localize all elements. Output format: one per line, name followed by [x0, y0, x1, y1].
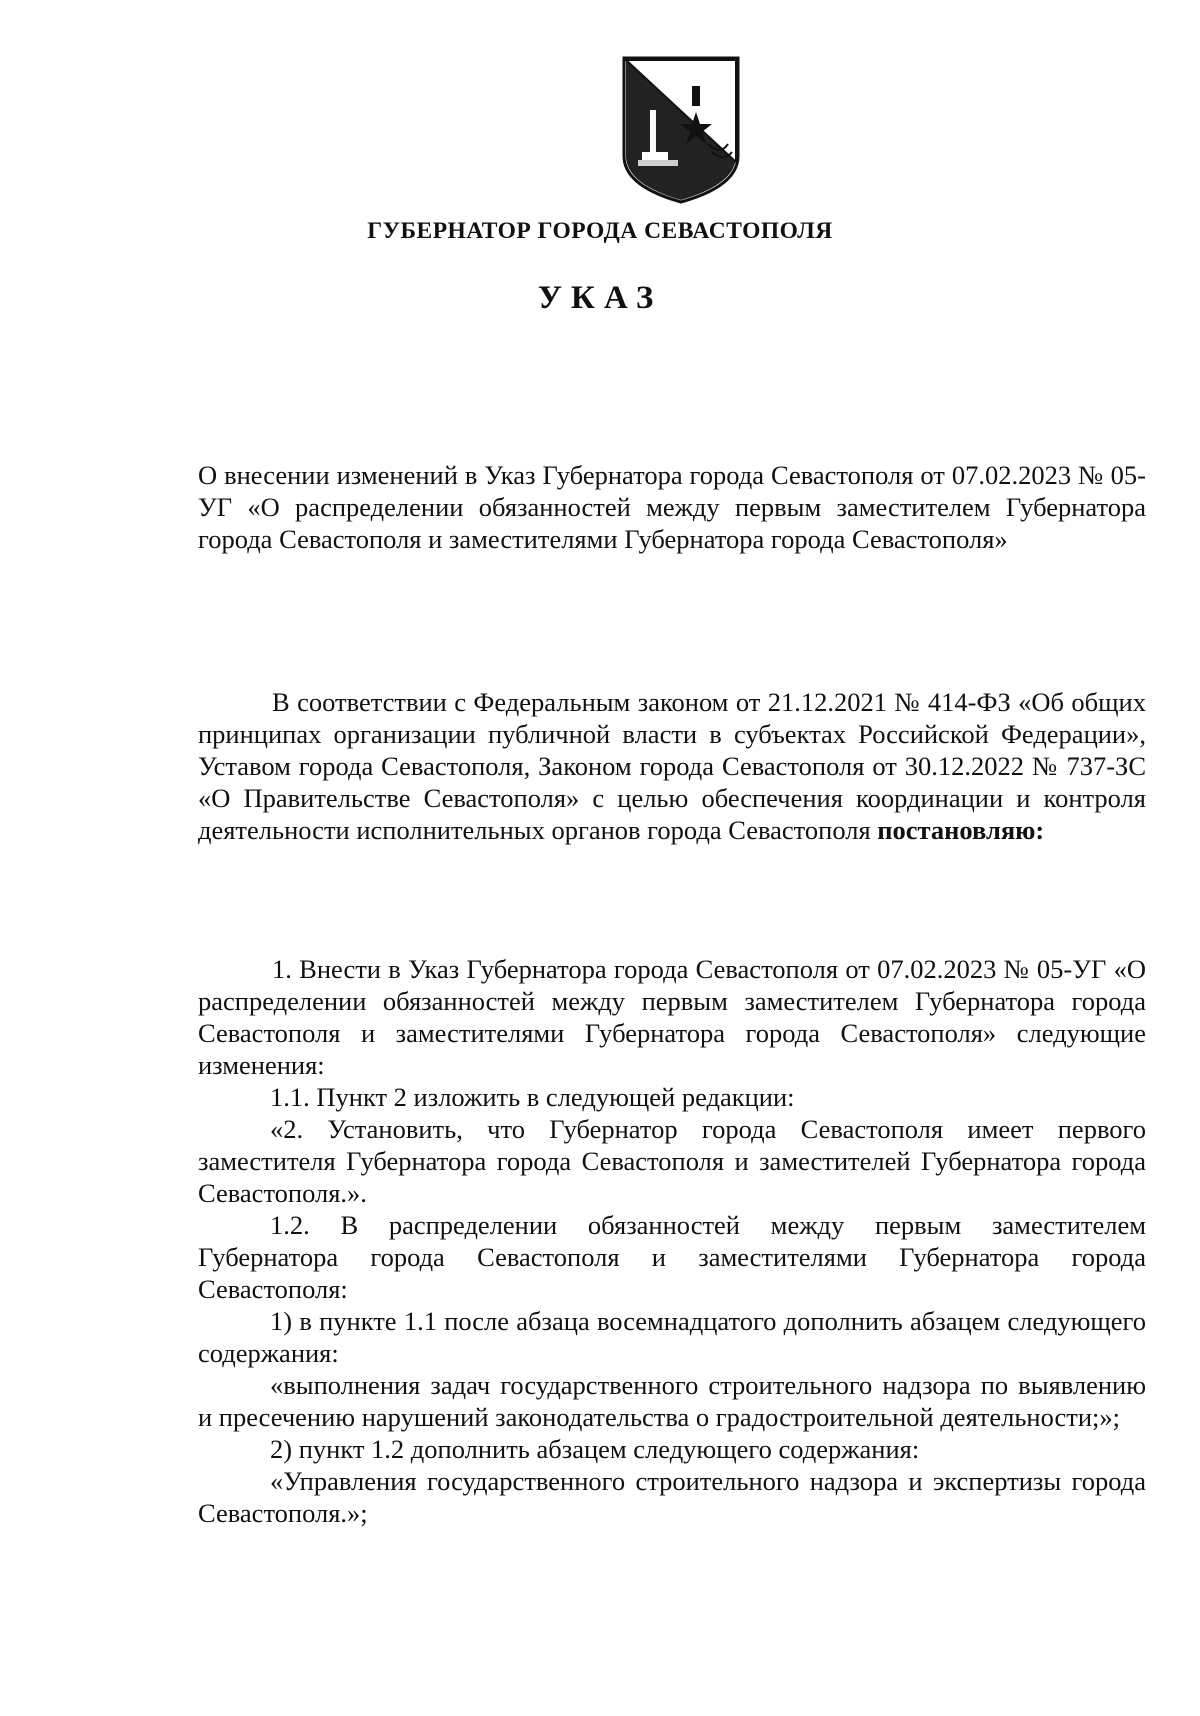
item-1-quote: «выполнения задач государственного строительного надзора по выявлению и пресечению нарушений законодательства о градостроительной деятельности;»;: [198, 1370, 1146, 1432]
item-2-quote: «Управления государственного строительного надзора и экспертизы города Севастополя.»;: [198, 1466, 1146, 1528]
coat-of-arms-emblem: [616, 52, 746, 204]
item-2: 2) пункт 1.2 дополнить абзацем следующего содержания:: [270, 1434, 920, 1464]
paragraph-1-1: 1.1. Пункт 2 изложить в следующей редакции:: [270, 1082, 795, 1112]
paragraph-1: 1. Внести в Указ Губернатора города Севастополя от 07.02.2023 № 05-УГ «О распределении обязанностей между первым заместителем Губернатора города Севастополя и заместителями Губернатора города Севастополя» следующие изменения:: [198, 954, 1146, 1080]
document-type: УКАЗ: [537, 280, 663, 316]
paragraph-1-1-quote: «2. Установить, что Губернатор города Севастополя имеет первого заместителя Губернатора города Севастополя и заместителей Губернатора города Севастополя.».: [198, 1114, 1146, 1208]
decree-word: постановляю:: [877, 815, 1045, 845]
document-body: [198, 953, 1146, 1529]
issuer-title: ГУБЕРНАТОР ГОРОДА СЕВАСТОПОЛЯ: [367, 218, 833, 244]
preamble: [198, 686, 1146, 846]
document-subject: [198, 459, 1146, 555]
subject-text: О внесении изменений в Указ Губернатора города Севастополя от 07.02.2023 № 05-УГ «О распределении обязанностей между первым заместителем Губернатора города Севастополя и заместителями Губернатора города Севастополя»: [198, 460, 1146, 554]
paragraph-1-2: 1.2. В распределении обязанностей между первым заместителем Губернатора города Севастополя и заместителями Губернатора города Севастополя:: [198, 1210, 1146, 1304]
preamble-text: В соответствии с Федеральным законом от 21.12.2021 № 414-ФЗ «Об общих принципах организации публичной власти в субъектах Российской Федерации», Уставом города Севастополя, Законом города Севастополя от 30.12.2022 № 737-ЗС «О Правительстве Севастополя» с целью обеспечения координации и контроля деятельности исполнительных органов города Севастополя: [198, 687, 1146, 845]
item-1: 1) в пункте 1.1 после абзаца восемнадцатого дополнить абзацем следующего содержания:: [198, 1306, 1146, 1368]
